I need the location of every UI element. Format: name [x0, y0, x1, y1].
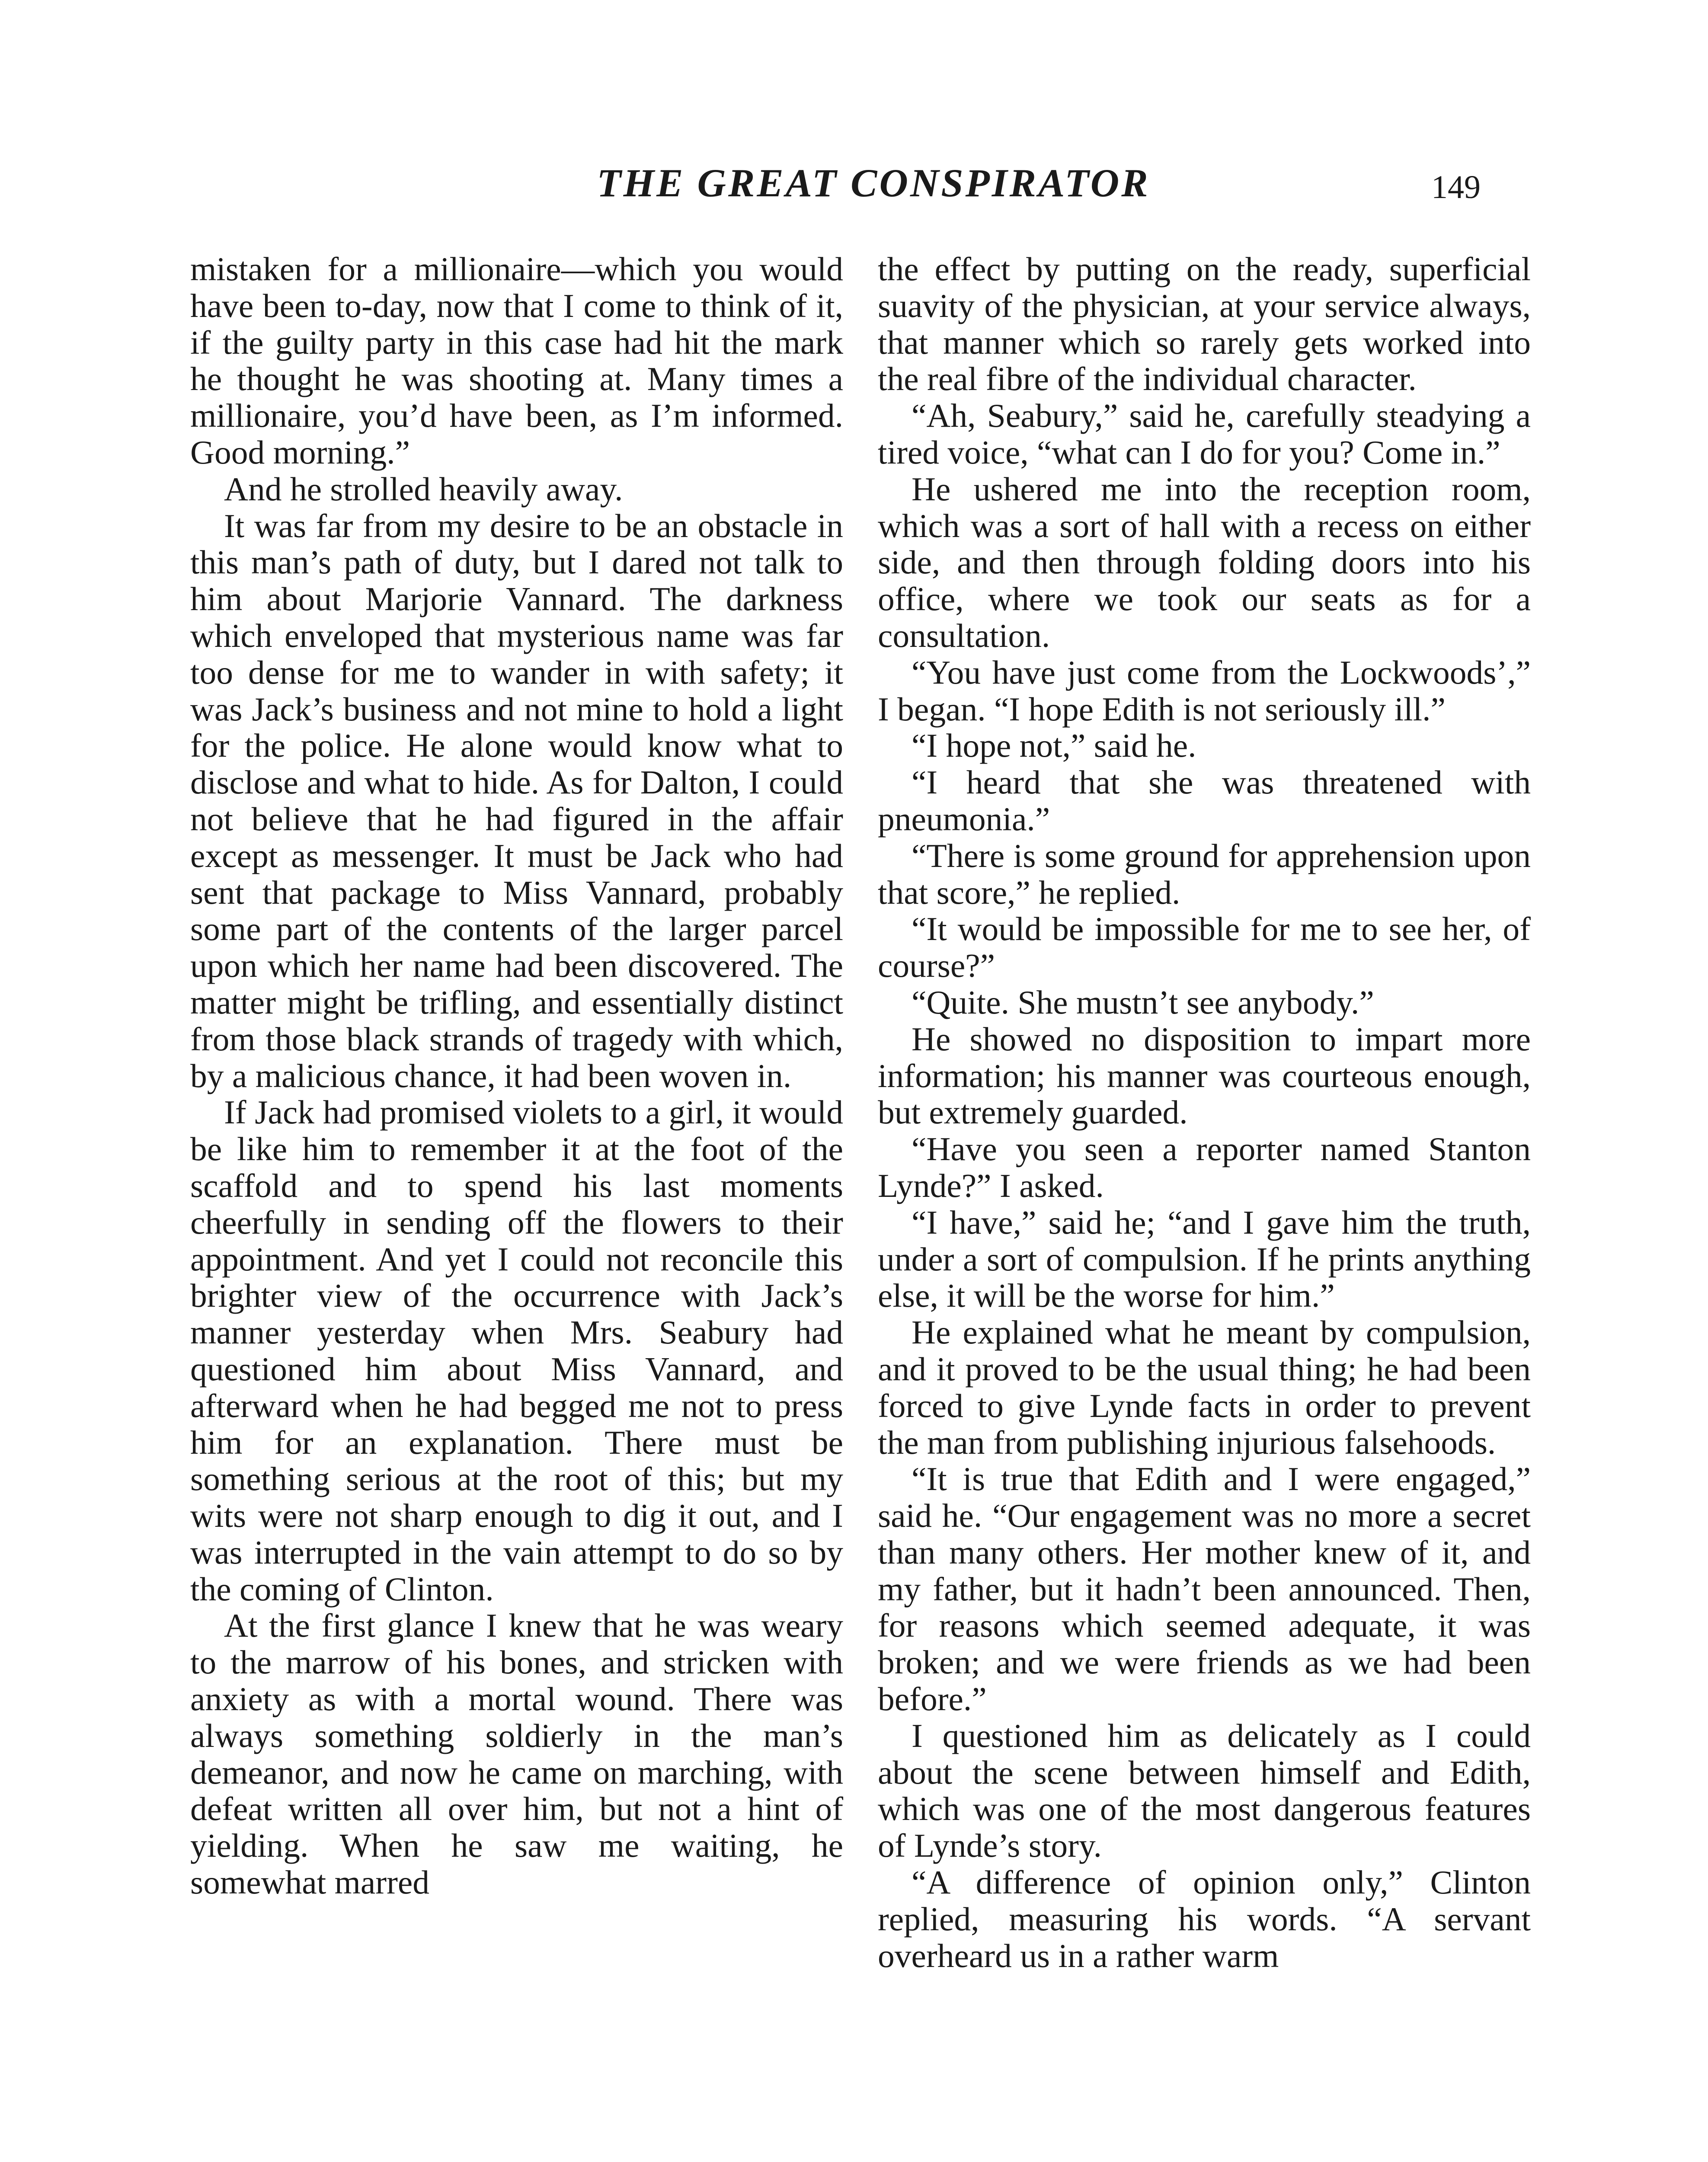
paragraph: “Quite. She mustn’t see anybody.”: [912, 983, 1374, 1021]
running-title: THE GREAT CONSPIRATOR: [597, 161, 1150, 205]
paragraph: “A difference of opinion only,” Clinton replied, measuring his words. “A servant overheard us in a rather warm: [878, 1864, 1531, 1974]
paragraph: It was far from my desire to be an obstacle in this man’s path of duty, but I dared not talk to him about Marjorie Vannard. The darkness which enveloped that mysterious name was far too dense for me to wander in with safety; it was Jack’s business and not mine to hold a light for the police. He alone would know what to disclose and what to hide. As for Dalton, I could not believe that he had figured in the affair except as messenger. It must be Jack who had sent that package to Miss Vannard, probably some part of the contents of the larger parcel upon which her name had been discovered. The matter might be trifling, and essentially distinct from those black strands of tragedy with which, by a malicious chance, it had been woven in.: [190, 507, 843, 1094]
paragraph: the effect by putting on the ready, superficial suavity of the physician, at your service always, that manner which so rarely gets worked into the real fibre of the individual character.: [878, 250, 1531, 398]
paragraph: “It is true that Edith and I were engaged,” said he. “Our engagement was no more a secret than many others. Her mother knew of it, and my father, but it hadn’t been announced. Then, for reasons which seemed adequate, it was broken; and we were friends as we had been before.”: [878, 1460, 1531, 1718]
paragraph: He showed no disposition to impart more information; his manner was courteous enough, but extremely guarded.: [878, 1020, 1531, 1131]
right-column: [878, 251, 1531, 1974]
paragraph: “I heard that she was threatened with pneumonia.”: [878, 764, 1531, 838]
paragraph: “Ah, Seabury,” said he, carefully steadying a tired voice, “what can I do for you? Come in.”: [878, 397, 1531, 471]
paragraph: mistaken for a millionaire—which you would have been to-day, now that I come to think of it, if the guilty party in this case had hit the mark he thought he was shooting at. Many times a millionaire, you’d have been, as I’m informed. Good morning.”: [190, 250, 843, 471]
paragraph: “There is some ground for apprehension upon that score,” he replied.: [878, 837, 1531, 911]
paragraph: And he strolled heavily away.: [224, 470, 623, 508]
paragraph: I questioned him as delicately as I could about the scene between himself and Edith, which was one of the most dangerous features of Lynde’s story.: [878, 1717, 1531, 1865]
paragraph: “I have,” said he; “and I gave him the truth, under a sort of compulsion. If he prints anything else, it will be the worse for him.”: [878, 1203, 1531, 1314]
paragraph: “I hope not,” said he.: [912, 727, 1196, 764]
page-header: [0, 160, 1708, 221]
paragraph: He ushered me into the reception room, which was a sort of hall with a recess on either side, and then through folding doors into his office, where we took our seats as for a consultation.: [878, 470, 1531, 654]
paragraph: At the first glance I knew that he was weary to the marrow of his bones, and stricken with anxiety as with a mortal wound. There was always something soldierly in the man’s demeanor, and now he came on marching, with defeat written all over him, but not a hint of yielding. When he saw me waiting, he somewhat marred: [190, 1607, 843, 1901]
left-column: [190, 251, 843, 1901]
paragraph: “Have you seen a reporter named Stanton Lynde?” I asked.: [878, 1130, 1531, 1204]
paragraph: If Jack had promised violets to a girl, it would be like him to remember it at the foot of the scaffold and to spend his last moments cheerfully in sending off the flowers to their appointment. And yet I could not reconcile this brighter view of the occurrence with Jack’s manner yesterday when Mrs. Seabury had questioned him about Miss Vannard, and afterward when he had begged me not to press him for an explanation. There must be something serious at the root of this; but my wits were not sharp enough to dig it out, and I was interrupted in the vain attempt to do so by the coming of Clinton.: [190, 1094, 843, 1608]
page-number: 149: [1431, 169, 1481, 205]
paragraph: “It would be impossible for me to see her, of course?”: [878, 910, 1531, 985]
paragraph: “You have just come from the Lockwoods’,” I began. “I hope Edith is not seriously ill.”: [878, 653, 1531, 728]
paragraph: He explained what he meant by compulsion, and it proved to be the usual thing; he had been forced to give Lynde facts in order to prevent the man from publishing injurious falsehoods.: [878, 1314, 1531, 1461]
